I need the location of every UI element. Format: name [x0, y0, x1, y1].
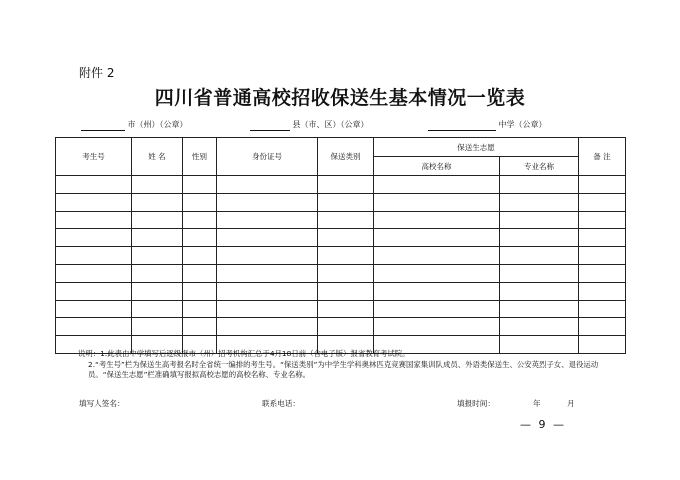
table-cell[interactable] [579, 229, 626, 247]
page-number: — 9 — [520, 418, 566, 431]
header-college: 高校名称 [374, 157, 500, 176]
table-cell[interactable] [579, 176, 626, 194]
table-cell[interactable] [132, 176, 183, 194]
table-row [56, 282, 626, 300]
notes [78, 349, 618, 381]
table-cell[interactable] [183, 247, 217, 265]
table-cell[interactable] [500, 176, 579, 194]
table-cell[interactable] [132, 211, 183, 229]
page-title: 四川省普通高校招收保送生基本情况一览表 [154, 87, 526, 109]
table-cell[interactable] [183, 264, 217, 282]
county-blank[interactable] [250, 121, 290, 131]
phone-label: 联系电话： [262, 399, 300, 408]
table-row [56, 264, 626, 282]
note-2: 2.“考生号”栏为保送生高考报名时全省统一编排的考生号。“保送类别”为中学生学科奥林匹克竞赛国家集训队成员、外语类保送生、公安英烈子女、退役运动员。“保送生志愿”栏准确填写报拟高校志愿的高校名称、专业名称。 [88, 359, 599, 379]
table-cell[interactable] [579, 282, 626, 300]
table-cell[interactable] [318, 211, 374, 229]
table-cell[interactable] [579, 300, 626, 318]
table-cell[interactable] [374, 229, 500, 247]
table-cell[interactable] [500, 211, 579, 229]
header-gender: 性别 [183, 138, 217, 176]
year-label: 年 [533, 399, 541, 408]
table-cell[interactable] [579, 318, 626, 336]
table-cell[interactable] [500, 247, 579, 265]
table-cell[interactable] [132, 282, 183, 300]
city-stamp-line [81, 119, 188, 131]
table-cell[interactable] [318, 229, 374, 247]
table-cell[interactable] [374, 176, 500, 194]
table-cell[interactable] [217, 318, 318, 336]
table-cell[interactable] [183, 229, 217, 247]
header-wish-group: 保送生志愿 [374, 138, 579, 157]
table-cell[interactable] [132, 318, 183, 336]
table-cell[interactable] [183, 282, 217, 300]
table-cell[interactable] [318, 193, 374, 211]
table-cell[interactable] [374, 193, 500, 211]
header-remarks: 备 注 [579, 138, 626, 176]
table-cell[interactable] [56, 211, 132, 229]
table-row [56, 176, 626, 194]
header-major: 专业名称 [500, 157, 579, 176]
header-id-no: 身份证号 [217, 138, 318, 176]
table-cell[interactable] [183, 211, 217, 229]
annex-label: 附件 2 [79, 66, 115, 80]
table-cell[interactable] [217, 229, 318, 247]
county-stamp-label: 县（市、区）（公章） [292, 120, 369, 129]
table-cell[interactable] [56, 282, 132, 300]
table-cell[interactable] [56, 247, 132, 265]
school-stamp-line [428, 119, 547, 131]
table-cell[interactable] [183, 300, 217, 318]
table-cell[interactable] [374, 264, 500, 282]
table-cell[interactable] [318, 300, 374, 318]
city-stamp-label: 市（州）（公章） [127, 120, 188, 129]
table-cell[interactable] [56, 318, 132, 336]
header-name: 姓 名 [132, 138, 183, 176]
table-cell[interactable] [579, 247, 626, 265]
month-label: 月 [567, 399, 575, 408]
table-cell[interactable] [318, 176, 374, 194]
table-cell[interactable] [217, 264, 318, 282]
table-cell[interactable] [217, 176, 318, 194]
table-cell[interactable] [183, 176, 217, 194]
table-cell[interactable] [183, 193, 217, 211]
table-cell[interactable] [500, 264, 579, 282]
table-cell[interactable] [217, 211, 318, 229]
header-category: 保送类别 [318, 138, 374, 176]
table-cell[interactable] [132, 300, 183, 318]
table-cell[interactable] [374, 300, 500, 318]
table-cell[interactable] [56, 229, 132, 247]
table-cell[interactable] [56, 300, 132, 318]
table-cell[interactable] [132, 229, 183, 247]
table-cell[interactable] [183, 318, 217, 336]
table-cell[interactable] [500, 318, 579, 336]
table-cell[interactable] [500, 193, 579, 211]
table-cell[interactable] [217, 193, 318, 211]
note-1: 说明：1.此表由中学填写后逐级报市（州）招考机构汇总于4月18日前（含电子版）报省教育考试院。 [78, 349, 410, 358]
table-cell[interactable] [318, 247, 374, 265]
table-cell[interactable] [579, 211, 626, 229]
date-label: 填报时间： [457, 399, 495, 408]
table-cell[interactable] [500, 282, 579, 300]
table-cell[interactable] [500, 300, 579, 318]
city-blank[interactable] [81, 121, 125, 131]
school-stamp-label: 中学（公章） [498, 120, 547, 129]
table-cell[interactable] [500, 229, 579, 247]
table-cell[interactable] [579, 193, 626, 211]
table-cell[interactable] [579, 264, 626, 282]
table-cell[interactable] [374, 282, 500, 300]
table-cell[interactable] [374, 211, 500, 229]
table-cell[interactable] [318, 318, 374, 336]
table-row [56, 300, 626, 318]
school-blank[interactable] [428, 121, 496, 131]
table-cell[interactable] [318, 282, 374, 300]
table-cell[interactable] [374, 247, 500, 265]
table-cell[interactable] [217, 247, 318, 265]
table-body [56, 176, 626, 354]
table-cell[interactable] [132, 247, 183, 265]
table-cell[interactable] [56, 193, 132, 211]
table-cell[interactable] [318, 264, 374, 282]
table-cell[interactable] [56, 264, 132, 282]
table-row [56, 229, 626, 247]
filler-signature-label: 填写人签名： [79, 399, 125, 408]
table-cell[interactable] [56, 176, 132, 194]
table-row [56, 211, 626, 229]
table-cell[interactable] [217, 282, 318, 300]
county-stamp-line [250, 119, 369, 131]
table-cell[interactable] [374, 318, 500, 336]
table-cell[interactable] [132, 264, 183, 282]
table-cell[interactable] [217, 300, 318, 318]
guaranteed-students-table [55, 137, 626, 354]
table-cell[interactable] [132, 193, 183, 211]
header-exam-no: 考生号 [56, 138, 132, 176]
table-row [56, 318, 626, 336]
table-row [56, 247, 626, 265]
table-row [56, 193, 626, 211]
